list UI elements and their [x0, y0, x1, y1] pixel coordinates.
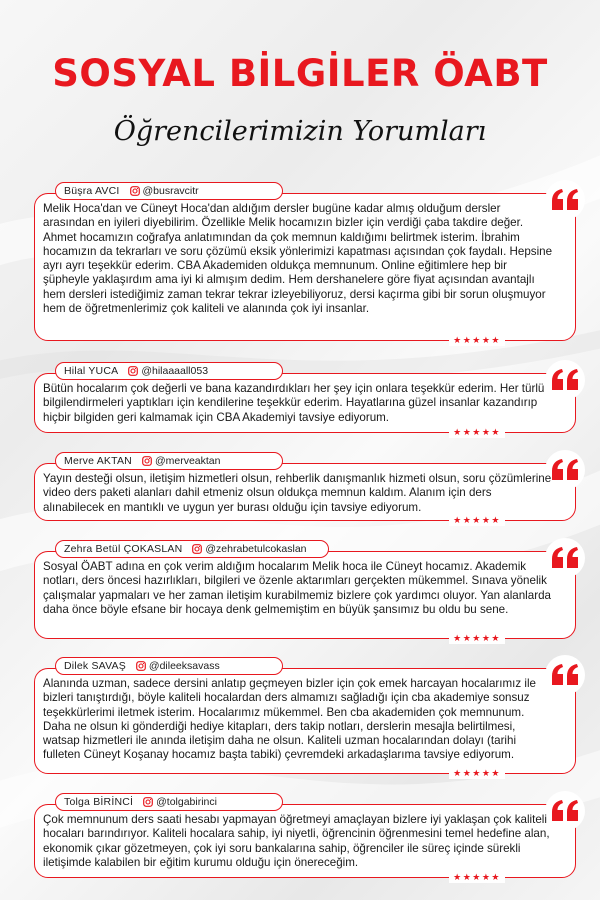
author-handle	[128, 365, 208, 377]
author-handle	[143, 796, 217, 808]
testimonial-card	[34, 796, 576, 883]
instagram-icon	[142, 456, 152, 466]
author-name: Büşra AVCI	[64, 185, 120, 197]
testimonial-text: Alanında uzman, sadece dersini anlatıp geçmeyen bizler için çok emek harcayan hocalarımız ile bizleri tanıştırdığı, böyle kaliteli hocalardan ders almamızı sağladığı için cba akademiye sonsuz teşekkürlerimi iletmek isterim. Hocalarımız mükemmel. Ben cba akademiden çok memnunum. Daha ne olsun ki gönderdiği hediye kitapları, ders takip notları, derslerin mesajla belirtilmesi, watsap hizmetleri ile anında iletişim daha ne olsun. Kaliteli uzman hocalarından dolayı (tarihi fulleten Cüneyt Koşanay hocamız başta tabiki) çevremdeki arkadaşlarıma tavsiye ediyorum.	[43, 677, 536, 762]
testimonial-text: Yayın desteği olsun, iletişim hizmetleri olsun, rehberlik danışmanlık hizmeti olsun, soru çözümlerine video ders paketi alanları dahil etmeniz olsun oldukça memnun kaldım. Alanım için ders alınabilecek en mantıklı ve uygun yer burası olduğu için tavsiye ediyorum.	[43, 472, 552, 514]
author-tab	[55, 182, 283, 200]
author-name: Dilek SAVAŞ	[64, 660, 126, 672]
author-name: Hilal YUCA	[64, 365, 119, 377]
page-title: SOSYAL BİLGİLER ÖABT	[52, 52, 548, 95]
author-name: Tolga BİRİNCİ	[64, 796, 134, 808]
star-rating: ★★★★★	[449, 516, 505, 526]
author-name: Merve AKTAN	[64, 455, 132, 467]
star-rating: ★★★★★	[449, 634, 505, 644]
handle-text: @hilaaaall053	[141, 365, 209, 377]
author-tab	[55, 362, 283, 380]
star-rating: ★★★★★	[449, 873, 505, 883]
testimonial-card	[34, 455, 576, 526]
testimonial-card	[34, 543, 576, 644]
author-handle	[142, 455, 221, 467]
author-tab	[55, 452, 283, 470]
testimonial-card	[34, 365, 576, 438]
page-subtitle: Öğrencilerimizin Yorumları	[113, 116, 487, 147]
testimonial-text: Bütün hocalarım çok değerli ve bana kazandırdıkları her şey için onlara teşekkür ederim. Her türlü bilgilendirmeleri yaptıkları için kendilerine teşekkür ederim. Hayatlarına güzel insanlar kazandırıp hiçbir bilgiden geri kalmamak için CBA Akademiyi tavsiye ediyorum.	[43, 382, 545, 424]
author-handle	[136, 660, 220, 672]
handle-text: @merveaktan	[154, 455, 221, 467]
star-rating: ★★★★★	[449, 769, 505, 779]
handle-text: @dileeksavass	[148, 660, 220, 672]
testimonial-card	[34, 185, 576, 346]
handle-text: @tolgabirinci	[156, 796, 217, 808]
instagram-icon	[143, 797, 153, 807]
star-rating: ★★★★★	[449, 428, 505, 438]
author-handle	[130, 185, 199, 197]
testimonial-text: Sosyal ÖABT adına en çok verim aldığım hocalarım Melik hoca ile Cüneyt hocamız. Akademik notları, ders öncesi hazırlıkları, bilgileri ve özenle aktarımları gerçekten mükemmel. Sınava yönelik çalışmalar yapmaları ve her zaman iletişim kurabilmemiz bizlere çok yardımcı oluyor. Yan alanlarda daha önce böyle efsane bir hocaya denk gelmemiştim en büyük şansımız bu oldu bu sene.	[43, 560, 551, 616]
author-handle	[192, 543, 306, 555]
star-rating: ★★★★★	[449, 336, 505, 346]
instagram-icon	[128, 366, 138, 376]
instagram-icon	[136, 661, 146, 671]
handle-text: @busravcitr	[142, 185, 199, 197]
instagram-icon	[130, 186, 140, 196]
author-name: Zehra Betül ÇOKASLAN	[64, 543, 183, 555]
author-tab	[55, 793, 283, 811]
author-tab	[55, 657, 283, 675]
testimonial-card	[34, 660, 576, 779]
testimonial-text: Melik Hoca'dan ve Cüneyt Hoca'dan aldığım dersler bugüne kadar almış olduğum dersler arasından en iyileri diyebilirim. Özellikle Melik hocamızın bizler için verdiği çaba takdire değer. Ahmet hocamızın coğrafya anlatımından da çok memnun kaldığımı belirtmek isterim. İbrahim hocamızın da tekrarları ve soru çözümü eksik yönlerimizi kapatması açısından çok faydalı. Hepsine ayrı ayrı teşekkür ederim. CBA Akademiden oldukça memnunum. Online eğitimlere hep bir şüpheyle yaklaşırdım ama iyi ki almışım dedim. Hem dershanelere göre fiyat açısından avantajlı hem dersleri istediğimiz zaman tekrar tekrar izleyebiliyoruz, dersi kaçırma gibi bir sorun oluşmuyor hem de öğretmenlerimiz çok kaliteli ve alanında çok iyi insanlar.	[43, 202, 553, 316]
handle-text: @zehrabetulcokaslan	[205, 543, 307, 555]
instagram-icon	[192, 544, 202, 554]
testimonial-text: Çok memnunum ders saati hesabı yapmayan öğretmeyi amaçlayan bizlere iyi yaklaşan çok kaliteli hocaları barındırıyor. Kaliteli hocalara sahip, iyi niyetli, öğrencinin öğrenmesini temel hedefine alan, ekonomik çıkar gözetmeyen, çok iyi soru bankalarına sahip, öğrenciler ile süreç içinde sürekli iletişimde kalabilen bir eğitim kurumu olduğu için önereceğim.	[43, 813, 550, 869]
author-tab	[55, 540, 329, 558]
